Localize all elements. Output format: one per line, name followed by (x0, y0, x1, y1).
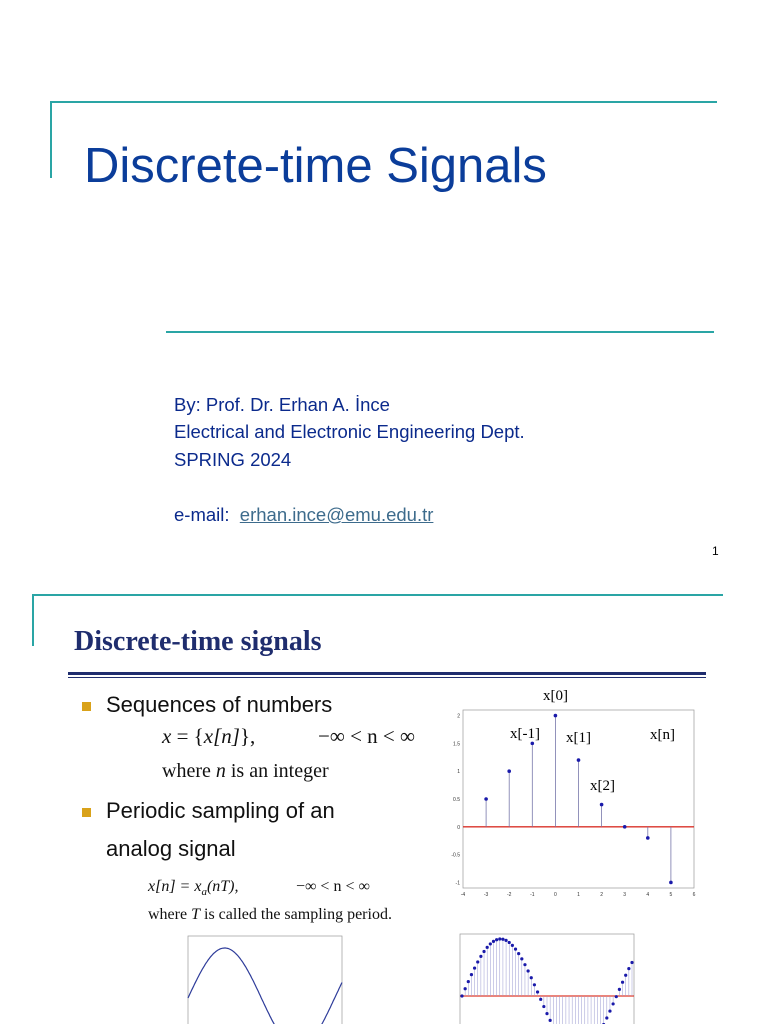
x-tick-label: 6 (692, 892, 696, 898)
sample-point (549, 1019, 552, 1022)
author-line: By: Prof. Dr. Erhan A. İnce (174, 394, 390, 415)
sample-point (630, 961, 633, 964)
stem-point (554, 714, 558, 718)
slide2-title: Discrete-time signals (74, 626, 322, 657)
sample-point (511, 944, 514, 947)
sample-point (517, 952, 520, 955)
slide2-left-rule (32, 594, 34, 646)
title-underline-thin (68, 677, 706, 678)
math-var: (nT), (206, 878, 239, 895)
y-tick-label: -1 (455, 880, 460, 887)
x-tick-label: 0 (554, 892, 557, 898)
bullet-analog: analog signal (106, 836, 236, 861)
y-tick-label: 1.5 (453, 741, 460, 748)
y-tick-label: -0.5 (451, 852, 460, 859)
stem-point (531, 742, 535, 746)
slide1-left-rule (50, 101, 52, 178)
sample-point (464, 987, 467, 990)
email-link[interactable]: erhan.ince@emu.edu.tr (239, 504, 434, 525)
page-number: 1 (712, 544, 719, 558)
bullet-sequences: Sequences of numbers (106, 692, 333, 717)
x-tick-label: -2 (506, 892, 512, 898)
label-x1: x[1] (566, 730, 591, 746)
math-var: T (191, 906, 200, 923)
math-op: = { (171, 724, 204, 748)
sample-point (545, 1012, 548, 1015)
sample-point (608, 1009, 611, 1012)
y-tick-label: 2 (457, 713, 460, 720)
slide1-title: Discrete-time Signals (84, 139, 547, 193)
y-tick-label: 0.5 (453, 797, 460, 803)
sample-point (542, 1005, 545, 1008)
label-xn: x[n] (650, 727, 675, 743)
stem-point (669, 881, 673, 885)
sample-point (501, 938, 504, 941)
sampling-range: −∞ < n < ∞ (296, 878, 370, 895)
sample-point (618, 988, 621, 991)
x-tick-label: 5 (669, 892, 673, 898)
sequence-formula (162, 724, 255, 749)
sample-point (479, 955, 482, 958)
math-text: where (162, 760, 216, 782)
bullet-periodic: Periodic sampling of an (106, 798, 335, 823)
bullet-marker (82, 808, 91, 817)
math-text: is called the sampling period. (200, 906, 392, 923)
sample-point (627, 967, 630, 970)
sample-point (508, 941, 511, 944)
x-tick-label: 1 (577, 892, 580, 898)
sample-point (482, 950, 485, 953)
stem-point (623, 825, 627, 829)
bullet-marker (82, 702, 91, 711)
sample-point (615, 995, 618, 998)
stem-point (600, 803, 604, 807)
math-sub: a (201, 886, 207, 899)
slide1-top-rule (50, 101, 717, 103)
email-label: e-mail: (174, 504, 230, 525)
sequence-range: −∞ < n < ∞ (318, 724, 415, 748)
stem-point (646, 836, 650, 840)
label-x-minus1: x[-1] (510, 726, 540, 742)
sample-point (473, 966, 476, 969)
slide1-mid-rule (166, 331, 714, 333)
sampling-formula (148, 878, 239, 898)
title-underline-thick (68, 672, 706, 675)
sample-point (624, 974, 627, 977)
math-var: n (215, 760, 226, 782)
sample-point (539, 998, 542, 1001)
sample-point (605, 1016, 608, 1019)
sample-point (520, 957, 523, 960)
email-line (174, 504, 433, 526)
y-tick-label: 0 (457, 824, 460, 831)
stem-point (577, 758, 581, 762)
sample-point (527, 969, 530, 972)
sample-point (470, 973, 473, 976)
slide2-top-rule (32, 594, 723, 596)
math-var: x (162, 724, 172, 748)
stem-point (507, 769, 511, 773)
x-tick-label: -4 (460, 892, 466, 898)
sample-point (467, 980, 470, 983)
sample-point (492, 940, 495, 943)
sample-point (460, 994, 463, 997)
math-var: x[n] (203, 724, 240, 748)
sample-point (612, 1002, 615, 1005)
term-line: SPRING 2024 (174, 449, 292, 470)
sampled-signal-plot (452, 932, 636, 1024)
stem-plot (440, 680, 710, 900)
where-T-text (148, 906, 392, 924)
x-tick-label: -3 (483, 892, 489, 898)
math-text: is an integer (225, 760, 329, 782)
x-tick-label: 4 (646, 892, 650, 898)
sample-point (621, 981, 624, 984)
x-tick-label: 2 (600, 892, 603, 898)
sample-point (530, 976, 533, 979)
x-tick-label: 3 (623, 892, 627, 898)
label-x0: x[0] (543, 688, 568, 704)
x-tick-label: -1 (530, 892, 535, 898)
y-tick-label: 1 (457, 769, 460, 776)
dept-line: Electrical and Electronic Engineering Dept. (174, 421, 525, 442)
where-n-text (162, 760, 329, 783)
sample-point (489, 942, 492, 945)
sample-point (536, 990, 539, 993)
sample-point (476, 960, 479, 963)
sample-point (495, 938, 498, 941)
sample-point (514, 948, 517, 951)
math-text: where (148, 906, 192, 923)
math-op: }, (239, 724, 256, 748)
sample-point (486, 946, 489, 949)
stem-point (484, 797, 488, 801)
sample-point (504, 939, 507, 942)
sample-point (523, 963, 526, 966)
analog-signal-plot (180, 934, 344, 1024)
sample-point (498, 937, 501, 940)
sample-point (533, 983, 536, 986)
math-var: x[n] = x (148, 878, 202, 895)
label-x2: x[2] (590, 778, 615, 794)
